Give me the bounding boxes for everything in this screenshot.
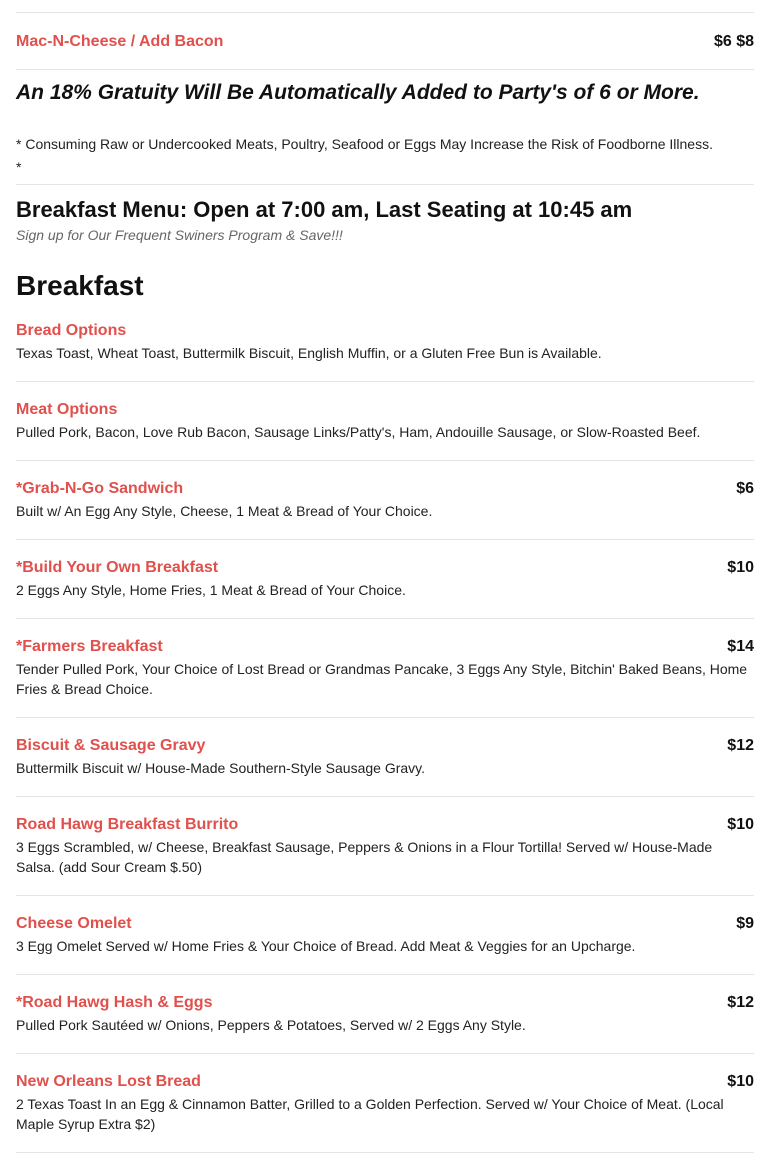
item-description: Built w/ An Egg Any Style, Cheese, 1 Meat & Bread of Your Choice. <box>16 503 433 519</box>
item-name: Bread Options <box>16 322 127 339</box>
disclaimer-line: * <box>16 159 22 175</box>
item-description: Pulled Pork, Bacon, Love Rub Bacon, Sausage Links/Patty's, Ham, Andouille Sausage, or Slow-Roasted Beef. <box>16 424 701 440</box>
item-price: $12 <box>727 737 754 754</box>
item-name: *Grab-N-Go Sandwich <box>16 480 184 497</box>
item-price: $10 <box>727 816 754 833</box>
item-price: $14 <box>727 638 754 655</box>
breakfast-menu-title: Breakfast Menu: Open at 7:00 am, Last Seating at 10:45 am <box>16 197 633 222</box>
item-price: $9 <box>736 915 754 932</box>
food-safety-disclaimer <box>16 133 754 179</box>
menu-item-mac-n-cheese <box>16 13 754 70</box>
menu-item <box>16 540 754 619</box>
menu-item <box>16 382 754 461</box>
menu-item <box>16 797 754 896</box>
disclaimer-line: * Consuming Raw or Undercooked Meats, Poultry, Seafood or Eggs May Increase the Risk of Foodborne Illness. <box>16 136 713 152</box>
menu-item <box>16 1054 754 1153</box>
menu-item <box>16 718 754 797</box>
item-name: New Orleans Lost Bread <box>16 1073 201 1090</box>
item-price: $6 <box>736 480 754 497</box>
gratuity-notice: An 18% Gratuity Will Be Automatically Added to Party's of 6 or More. <box>16 81 700 104</box>
item-name: *Build Your Own Breakfast <box>16 559 219 576</box>
item-name: Biscuit & Sausage Gravy <box>16 737 206 754</box>
divider <box>16 184 754 185</box>
item-name: *Farmers Breakfast <box>16 638 163 655</box>
item-description: 2 Eggs Any Style, Home Fries, 1 Meat & Bread of Your Choice. <box>16 582 406 598</box>
breakfast-menu-subtitle: Sign up for Our Frequent Swiners Program & Save!!! <box>16 227 343 243</box>
item-name: Mac-N-Cheese / Add Bacon <box>16 33 224 50</box>
menu-item <box>16 975 754 1054</box>
item-description: Buttermilk Biscuit w/ House-Made Southern-Style Sausage Gravy. <box>16 760 426 776</box>
menu-item <box>16 896 754 975</box>
item-name: *Road Hawg Hash & Eggs <box>16 994 213 1011</box>
item-description: Tender Pulled Pork, Your Choice of Lost Bread or Grandmas Pancake, 3 Eggs Any Style, Bitchin' Baked Beans, Home Fries & Bread Choice. <box>16 661 748 697</box>
menu-item <box>16 303 754 382</box>
item-price: $6 $8 <box>713 33 754 50</box>
item-description: 2 Texas Toast In an Egg & Cinnamon Batter, Grilled to a Golden Perfection. Served w/ Your Choice of Meat. (Local Maple Syrup Extra $2) <box>16 1096 724 1132</box>
item-description: 3 Eggs Scrambled, w/ Cheese, Breakfast Sausage, Peppers & Onions in a Flour Tortilla! Served w/ House-Made Salsa. (add Sour Cream $.50) <box>16 839 713 875</box>
item-name: Road Hawg Breakfast Burrito <box>16 816 239 833</box>
menu-item-list <box>16 303 754 1153</box>
item-name: Cheese Omelet <box>16 915 132 932</box>
divider <box>16 0 754 13</box>
item-description: Texas Toast, Wheat Toast, Buttermilk Biscuit, English Muffin, or a Gluten Free Bun is Available. <box>16 345 602 361</box>
item-price: $12 <box>727 994 754 1011</box>
item-price: $10 <box>727 1073 754 1090</box>
item-name: Meat Options <box>16 401 118 418</box>
item-description: Pulled Pork Sautéed w/ Onions, Peppers & Potatoes, Served w/ 2 Eggs Any Style. <box>16 1017 526 1033</box>
item-price: $10 <box>727 559 754 576</box>
item-description: 3 Egg Omelet Served w/ Home Fries & Your Choice of Bread. Add Meat & Veggies for an Upcharge. <box>16 938 636 954</box>
section-title: Breakfast <box>16 270 144 301</box>
menu-item <box>16 461 754 540</box>
menu-item <box>16 619 754 718</box>
